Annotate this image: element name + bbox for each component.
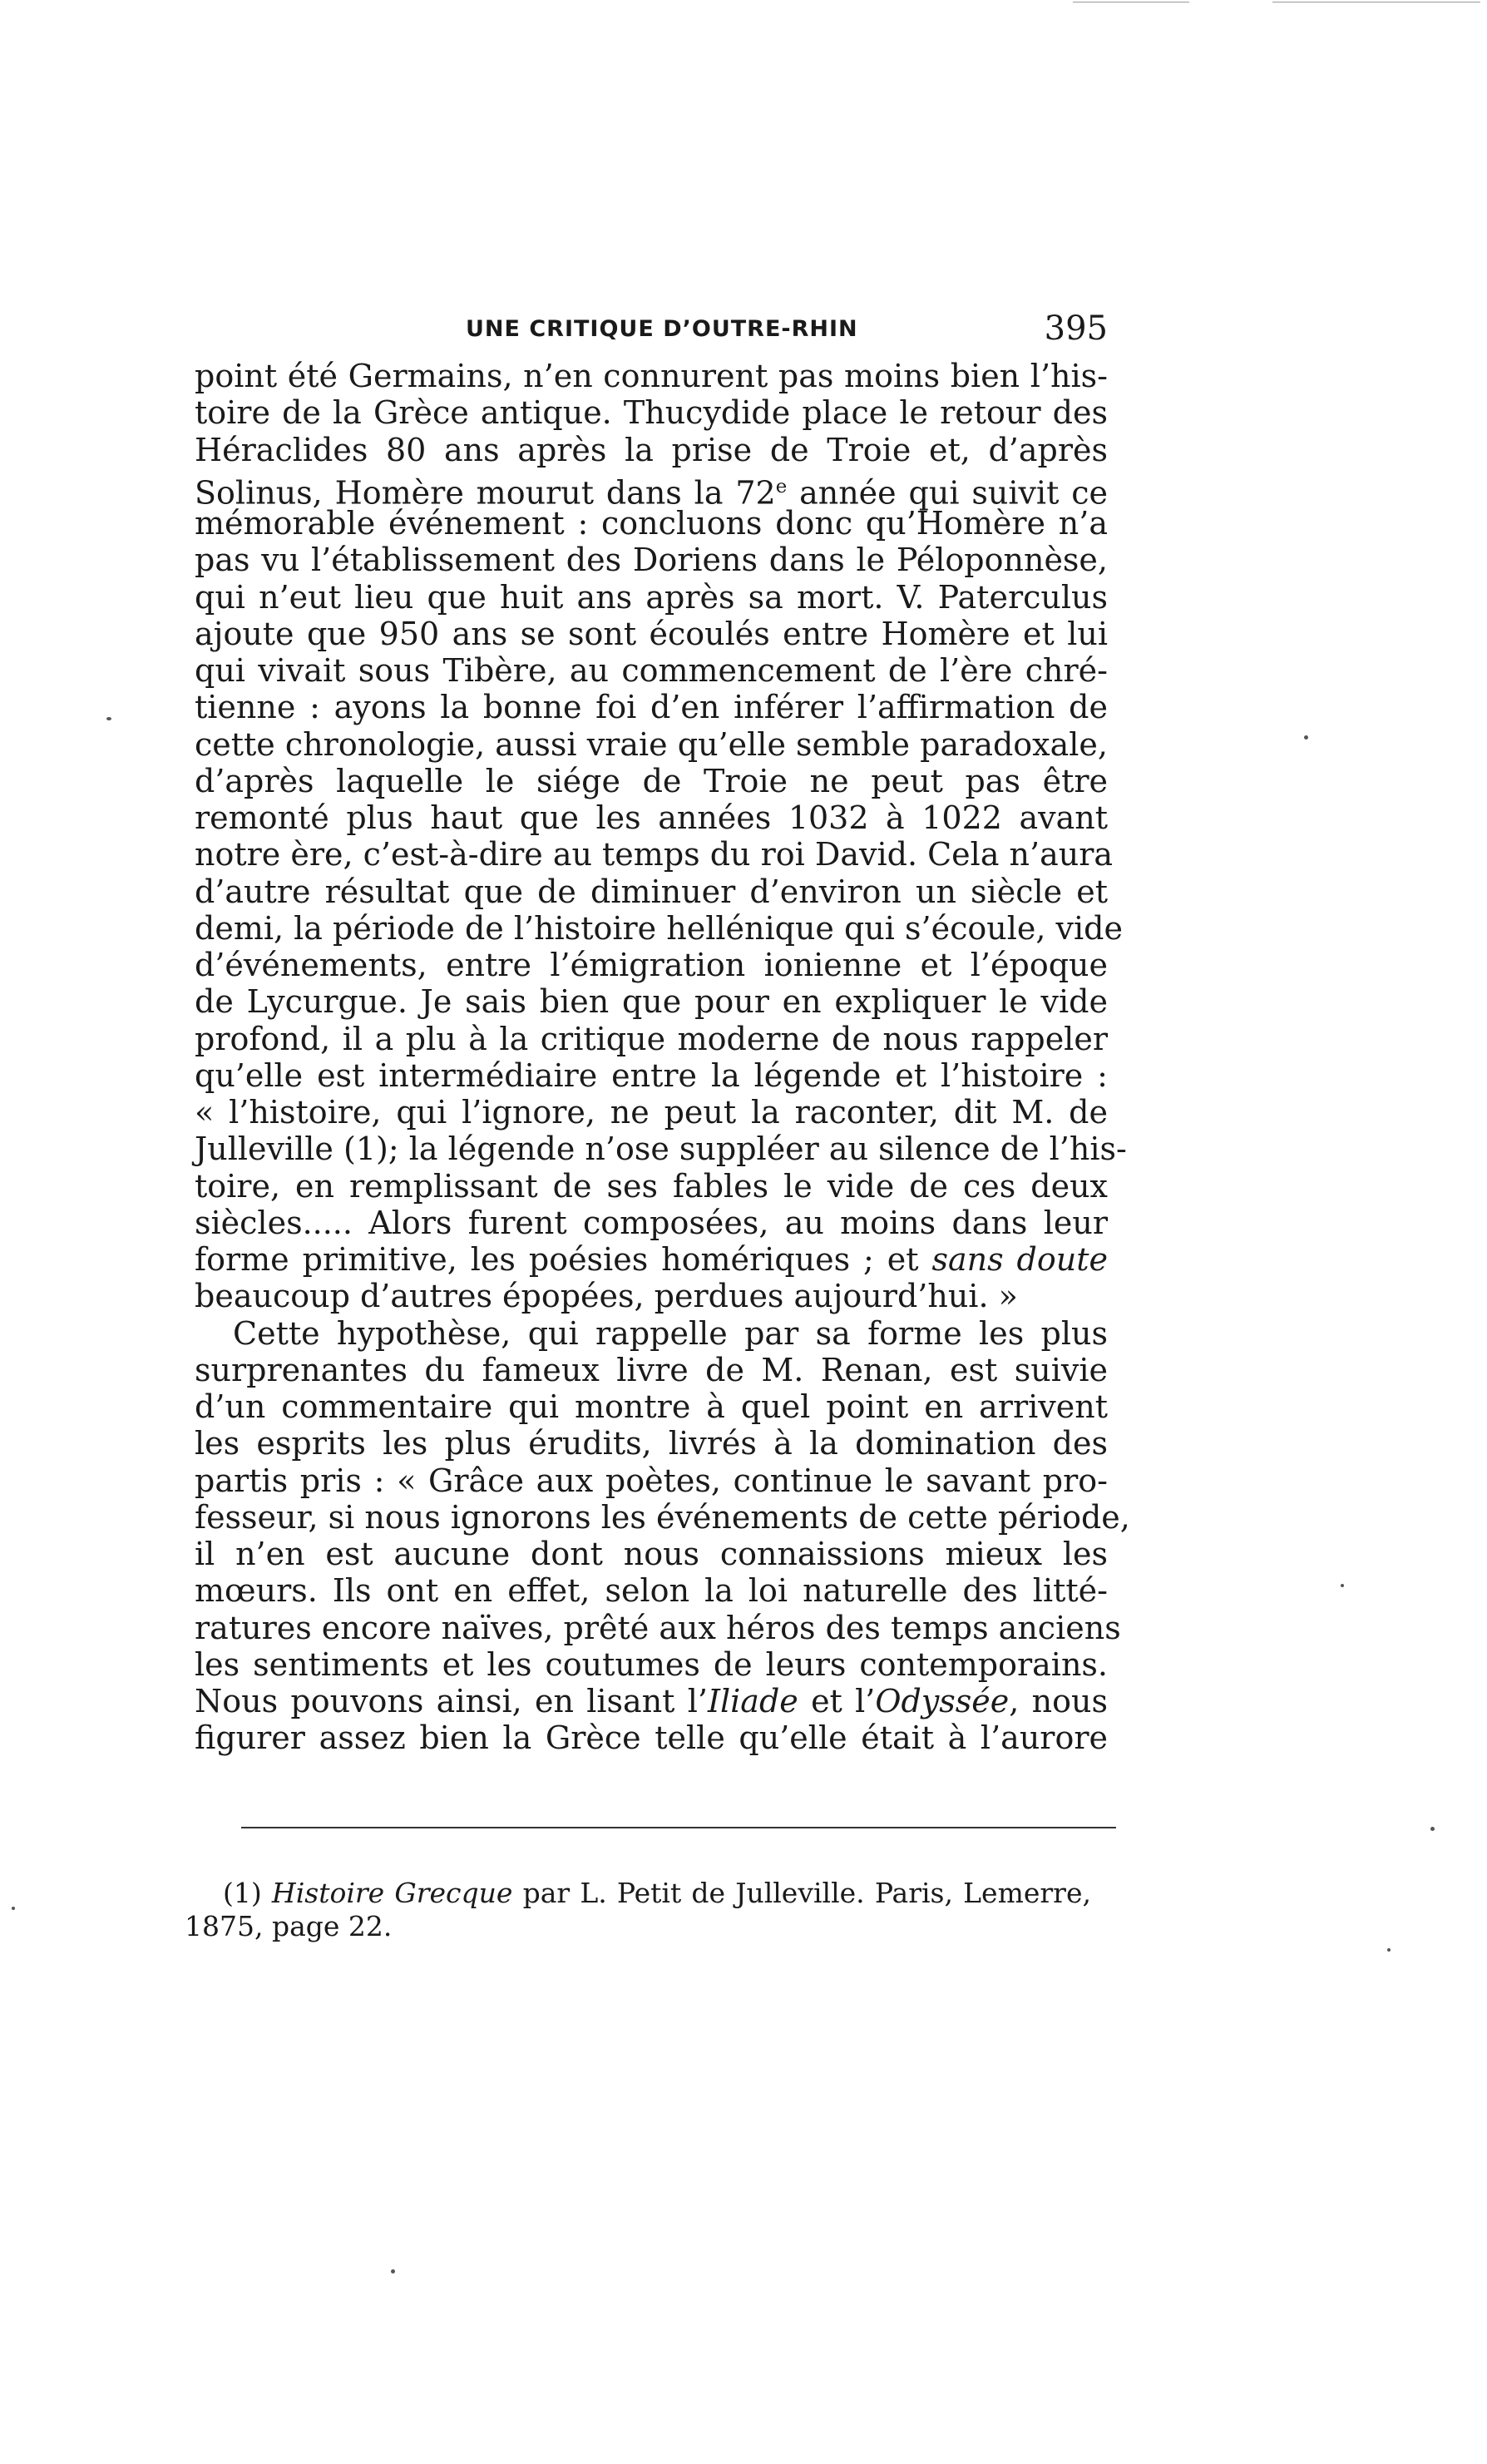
body-line: mémorable événement : concluons donc qu’Homère n’a [195,505,1108,542]
footnote-title: Histoire Grecque [271,1877,513,1909]
body-line: demi, la période de l’histoire hellénique qui s’écoule, vide [195,909,1123,947]
body-line: d’autre résultat que de diminuer d’environ un siècle et [195,873,1108,910]
scan-speck [391,2269,395,2274]
body-line: « l’histoire, qui l’ignore, ne peut la raconter, dit M. de [195,1094,1108,1131]
body-line: de Lycurgue. Je sais bien que pour en expliquer le vide [195,983,1108,1021]
body-line: toire, en remplissant de ses fables le vide de ces deux [195,1167,1108,1205]
emphasis-text: sans doute [931,1241,1108,1278]
scan-speck [106,717,111,720]
body-line: mœurs. Ils ont en effet, selon la loi naturelle des litté- [195,1572,1108,1610]
body-line: fesseur, si nous ignorons les événements de cette période, [195,1498,1130,1536]
footnote [185,1877,1091,1943]
footnote-text: par L. Petit de Julleville. Paris, Lemerre, [522,1877,1091,1909]
body-line: d’après laquelle le siége de Troie ne peut pas être [195,762,1108,799]
body-line: Héraclides 80 ans après la prise de Troie et, d’après [195,431,1108,468]
body-line: notre ère, c’est-à-dire au temps du roi David. Cela n’aura [195,836,1114,873]
page-header [466,309,1148,351]
body-line: les sentiments et les coutumes de leurs contemporains. [195,1645,1108,1683]
ordinal-superscript: e [775,475,788,497]
page-number: 395 [1044,309,1108,348]
body-line: profond, il a plu à la critique moderne de nous rappeler [195,1020,1108,1057]
body-line: il n’en est aucune dont nous connaissions mieux les [195,1536,1108,1572]
body-line: tienne : ayons la bonne foi d’en inférer l’affirmation de [195,689,1108,726]
body-line: d’un commentaire qui montre à quel point en arrivent [195,1388,1108,1425]
scan-speck [12,1907,15,1910]
body-line: Solinus, Homère mourut dans la 72e année qui suivit ce [195,474,1109,512]
body-line: cette chronologie, aussi vraie qu’elle semble paradoxale, [195,725,1108,763]
body-line: d’événements, entre l’émigration ionienne et l’époque [195,947,1108,983]
scan-speck [1304,735,1308,740]
body-line: qui vivait sous Tibère, au commencement de l’ère chré- [195,652,1108,689]
body-line: point été Germains, n’en connurent pas moins bien l’his- [195,358,1108,394]
footnote-rule [241,1827,1116,1828]
body-line: qu’elle est intermédiaire entre la légende et l’histoire : [195,1056,1108,1094]
body-line: partis pris : « Grâce aux poètes, continue le savant pro- [195,1462,1108,1499]
footnote-line-1 [185,1877,1091,1910]
body-line: toire de la Grèce antique. Thucydide place le retour des [195,394,1108,432]
body-line: ajoute que 950 ans se sont écoulés entre Homère et lui [195,615,1108,652]
body-line: siècles..... Alors furent composées, au moins dans leur [195,1204,1108,1241]
body-line: figurer assez bien la Grèce telle qu’elle était à l’aurore [195,1719,1108,1757]
body-line: remonté plus haut que les années 1032 à 1022 avant [195,799,1108,836]
body-line: surprenantes du fameux livre de M. Renan, est suivie [195,1351,1108,1388]
body-line: Julleville (1); la légende n’ose suppléer au silence de l’his- [195,1131,1127,1168]
footnote-line-2: 1875, page 22. [185,1910,393,1942]
body-line: Nous pouvons ainsi, en lisant l’Iliade et l’Odyssée, nous [195,1683,1108,1719]
scan-speck [1341,1584,1344,1587]
body-line: forme primitive, les poésies homériques ; et sans doute [195,1241,1108,1278]
scan-speck [1387,1948,1391,1952]
emphasis-text: Iliade [707,1683,798,1719]
body-line: pas vu l’établissement des Doriens dans le Péloponnèse, [195,542,1108,579]
body-line: ratures encore naïves, prêté aux héros des temps anciens [195,1609,1121,1646]
body-line: beaucoup d’autres épopées, perdues aujourd’hui. » [195,1278,1018,1315]
running-head: UNE CRITIQUE D’OUTRE-RHIN [466,316,858,342]
body-line: qui n’eut lieu que huit ans après sa mort. V. Paterculus [195,578,1108,616]
footnote-marker: (1) [223,1877,262,1909]
body-line: les esprits les plus érudits, livrés à la domination des [195,1425,1108,1462]
body-line: Cette hypothèse, qui rappelle par sa forme les plus [233,1314,1108,1352]
scan-speck [1430,1827,1435,1831]
emphasis-text: Odyssée [875,1683,1010,1719]
body-text [195,358,1130,1757]
